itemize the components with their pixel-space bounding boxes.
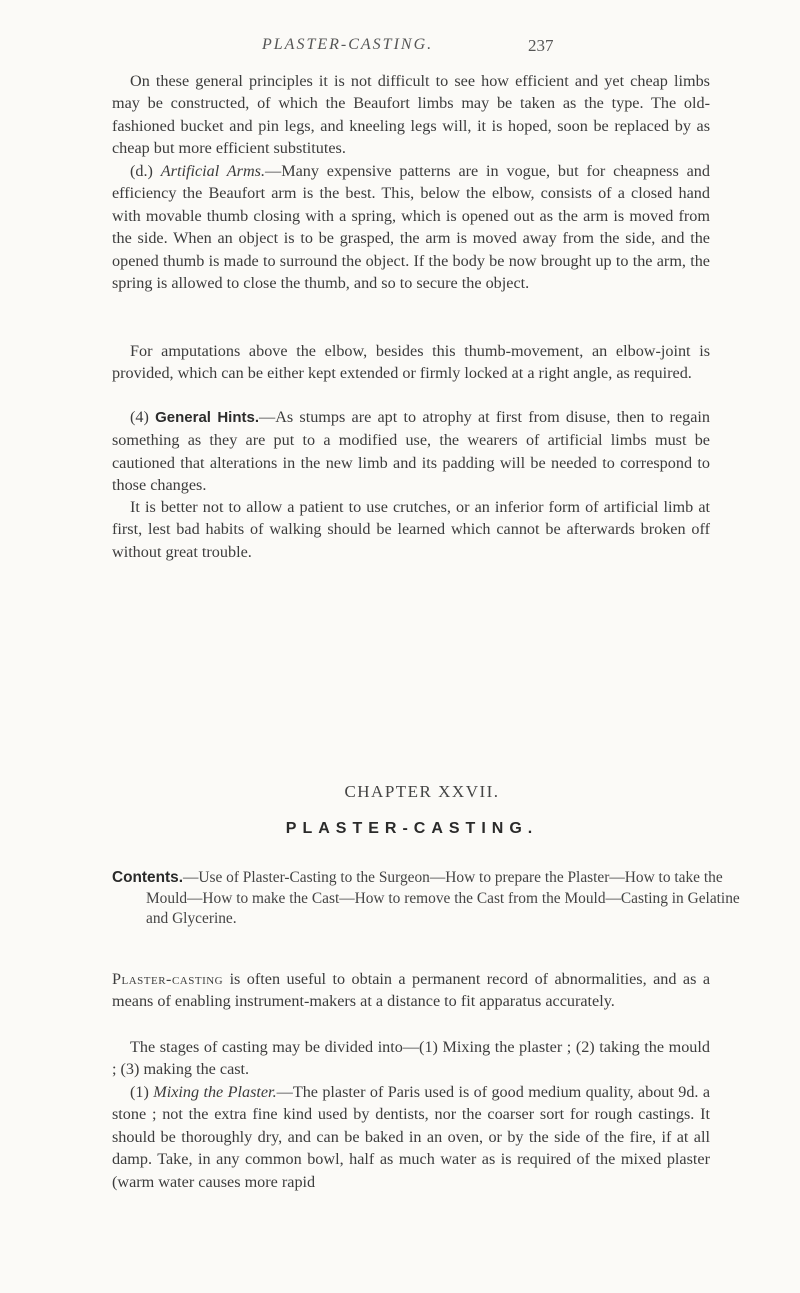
section-heading-artificial-arms: Artificial Arms.: [160, 162, 265, 180]
page-header: [0, 36, 800, 60]
paragraph-artificial-arms: [112, 160, 710, 294]
section-label: (4): [130, 408, 149, 426]
section-heading-general-hints: General Hints.: [155, 409, 259, 426]
page-number: 237: [528, 36, 554, 55]
running-title: PLASTER-CASTING.: [262, 36, 434, 53]
lead-word: Plaster-casting: [112, 970, 224, 988]
paragraph-text: is often useful to obtain a permanent record of abnormalities, and as a means of enabling instrument-makers at a distance to fit apparatus accurately.: [112, 970, 710, 1011]
paragraph-text: —Many expensive patterns are in vogue, but for cheapness and efficiency the Beaufort arm is the best. This, below the elbow, consists of a closed hand with movable thumb closing with a spring, which is opened out as the arm is moved from the side. When an object is to be grasped, the arm is moved away from the side, and the opened thumb is made to surround the object. If the body be now brought up to the arm, the spring is allowed to close the thumb, and so to secure the object.: [112, 162, 710, 293]
paragraph-text: —The plaster of Paris used is of good medium quality, about 9d. a stone ; not the extra fine kind used by dentists, nor the coarser sort for rough castings. It should be thoroughly dry, and can be baked in an oven, or by the side of the fire, if at all damp. Take, in any common bowl, half as much water as is required of the mixed plaster (warm water causes more rapid: [112, 1083, 711, 1191]
paragraph-general-hints: [112, 406, 710, 497]
paragraph-text: —As stumps are apt to atrophy at first from disuse, then to regain something as they are put to a modified use, the wearers of artificial limbs must be cautioned that alterations in the new limb and its padding will be needed to correspond to those changes.: [112, 408, 711, 495]
paragraph-elbow-joint: For amputations above the elbow, besides this thumb-movement, an elbow-joint is provided, which can be either kept extended or firmly locked at a right angle, as required.: [112, 342, 710, 383]
section-label: (d.): [130, 162, 153, 180]
chapter-contents: [112, 868, 744, 930]
section-label: (1): [130, 1083, 149, 1101]
paragraph-plaster-casting-intro: [112, 968, 710, 1013]
section-heading-mixing-plaster: Mixing the Plaster.: [153, 1083, 277, 1101]
paragraph-crutches: It is better not to allow a patient to use crutches, or an inferior form of artificial limb at first, lest bad habits of walking should be learned which cannot be afterwards broken off without great trouble.: [112, 498, 710, 561]
chapter-title: PLASTER-CASTING.: [285, 820, 539, 837]
contents-label: Contents.: [112, 869, 183, 886]
paragraph-beaufort-limbs: On these general principles it is not difficult to see how efficient and yet cheap limbs may be constructed, of which the Beaufort limbs may be taken as the type. The old-fashioned bucket and pin legs, and kneeling legs will, it is hoped, soon be replaced by as cheap but more efficient substitutes.: [112, 72, 710, 158]
paragraph-mixing-plaster: [112, 1081, 710, 1193]
paragraph-stages: The stages of casting may be divided into—(1) Mixing the plaster ; (2) taking the mould ; (3) making the cast.: [112, 1038, 710, 1079]
chapter-number: CHAPTER XXVII.: [344, 782, 500, 801]
contents-text: —Use of Plaster-Casting to the Surgeon—How to prepare the Plaster—How to take the Mould—How to make the Cast—How to remove the Cast from the Mould—Casting in Gelatine and Glycerine.: [146, 869, 740, 928]
